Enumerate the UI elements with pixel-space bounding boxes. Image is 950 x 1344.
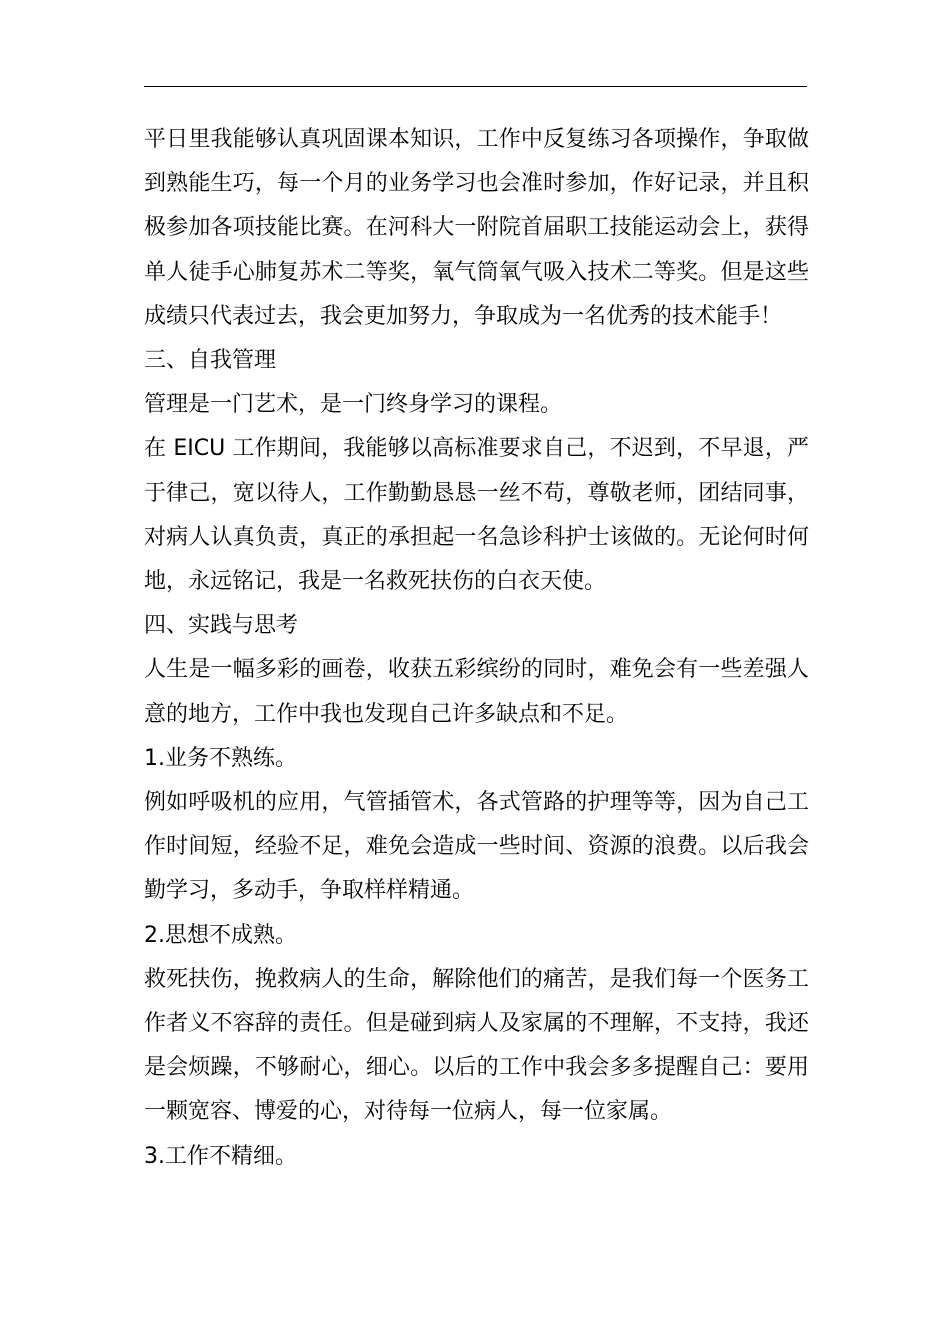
paragraph-skills: 平日里我能够认真巩固课本知识，工作中反复练习各项操作，争取做到熟能生巧，每一个月的业务学习也会准时参加，作好记录，并且积极参加各项技能比赛。在河科大一附院首届职工技能运动会上，获得单人徒手心肺复苏术二等奖，氧气筒氧气吸入技术二等奖。但是这些成绩只代表过去，我会更加努力，争取成为一名优秀的技术能手！ xyxy=(144,127,809,329)
subheading-immature: 2.思想不成熟。 xyxy=(144,922,297,948)
document-body xyxy=(144,118,809,1179)
heading-self-management: 三、自我管理 xyxy=(144,348,277,374)
header-rule xyxy=(144,86,807,87)
paragraph-immature-detail: 救死扶伤，挽救病人的生命，解除他们的痛苦，是我们每一个医务工作者义不容辞的责任。但是碰到病人及家属的不理解，不支持，我还是会烦躁，不够耐心，细心。以后的工作中我会多多提醒自己：要用一颗宽容、博爱的心，对待每一位病人，每一位家属。 xyxy=(144,966,809,1125)
subheading-not-meticulous: 3.工作不精细。 xyxy=(144,1143,297,1169)
paragraph-eicu-work: 在 EICU 工作期间，我能够以高标准要求自己，不迟到，不早退，严于律己，宽以待人，工作勤勤恳恳一丝不苟，尊敬老师，团结同事，对病人认真负责，真正的承担起一名急诊科护士该做的。无论何时何地，永远铭记，我是一名救死扶伤的白衣天使。 xyxy=(144,436,809,595)
subheading-unskilled: 1.业务不熟练。 xyxy=(144,745,297,771)
paragraph-management-art: 管理是一门艺术，是一门终身学习的课程。 xyxy=(144,392,563,418)
paragraph-unskilled-detail: 例如呼吸机的应用，气管插管术，各式管路的护理等等，因为自己工作时间短，经验不足，难免会造成一些时间、资源的浪费。以后我会勤学习，多动手，争取样样精通。 xyxy=(144,790,809,904)
paragraph-life-picture: 人生是一幅多彩的画卷，收获五彩缤纷的同时，难免会有一些差强人意的地方，工作中我也发现自己许多缺点和不足。 xyxy=(144,657,809,727)
heading-practice-reflection: 四、实践与思考 xyxy=(144,613,299,639)
